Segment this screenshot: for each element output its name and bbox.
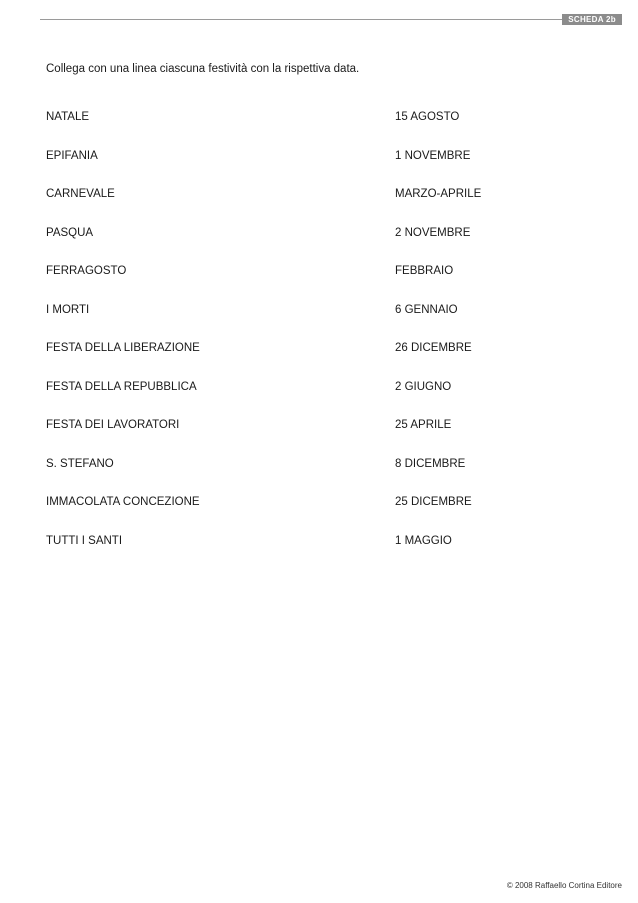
festivity-item[interactable]: IMMACOLATA CONCEZIONE [46, 496, 200, 508]
date-item[interactable]: 15 AGOSTO [395, 111, 460, 123]
festivity-item[interactable]: FESTA DEI LAVORATORI [46, 419, 180, 431]
date-item[interactable]: FEBBRAIO [395, 265, 454, 277]
matching-row [0, 534, 638, 548]
date-item[interactable]: 25 DICEMBRE [395, 496, 472, 508]
matching-row [0, 110, 638, 124]
festivity-item[interactable]: CARNEVALE [46, 188, 115, 200]
festivity-item[interactable]: S. STEFANO [46, 458, 114, 470]
festivity-item[interactable]: I MORTI [46, 304, 90, 316]
date-item[interactable]: 2 NOVEMBRE [395, 227, 471, 239]
copyright-footer: © 2008 Raffaello Cortina Editore [506, 881, 622, 890]
matching-row [0, 149, 638, 163]
header-rule [40, 19, 622, 20]
matching-row [0, 495, 638, 509]
festivity-item[interactable]: EPIFANIA [46, 150, 98, 162]
date-item[interactable]: 2 GIUGNO [395, 381, 452, 393]
date-item[interactable]: 26 DICEMBRE [395, 342, 472, 354]
instructions-text: Collega con una linea ciascuna festività con la rispettiva data. [46, 63, 360, 75]
date-item[interactable]: 25 APRILE [395, 419, 452, 431]
festivity-item[interactable]: TUTTI I SANTI [46, 535, 123, 547]
date-item[interactable]: 1 MAGGIO [395, 535, 452, 547]
festivity-item[interactable]: PASQUA [46, 227, 94, 239]
festivity-item[interactable]: FERRAGOSTO [46, 265, 127, 277]
matching-row [0, 341, 638, 355]
matching-row [0, 380, 638, 394]
matching-row [0, 264, 638, 278]
date-item[interactable]: MARZO-APRILE [395, 188, 482, 200]
matching-row [0, 226, 638, 240]
festivity-item[interactable]: NATALE [46, 111, 90, 123]
festivity-item[interactable]: FESTA DELLA REPUBBLICA [46, 381, 197, 393]
matching-row [0, 457, 638, 471]
date-item[interactable]: 6 GENNAIO [395, 304, 458, 316]
matching-row [0, 187, 638, 201]
date-item[interactable]: 1 NOVEMBRE [395, 150, 471, 162]
worksheet-tag: SCHEDA 2b [562, 14, 622, 25]
festivity-item[interactable]: FESTA DELLA LIBERAZIONE [46, 342, 200, 354]
matching-row [0, 303, 638, 317]
date-item[interactable]: 8 DICEMBRE [395, 458, 466, 470]
matching-row [0, 418, 638, 432]
